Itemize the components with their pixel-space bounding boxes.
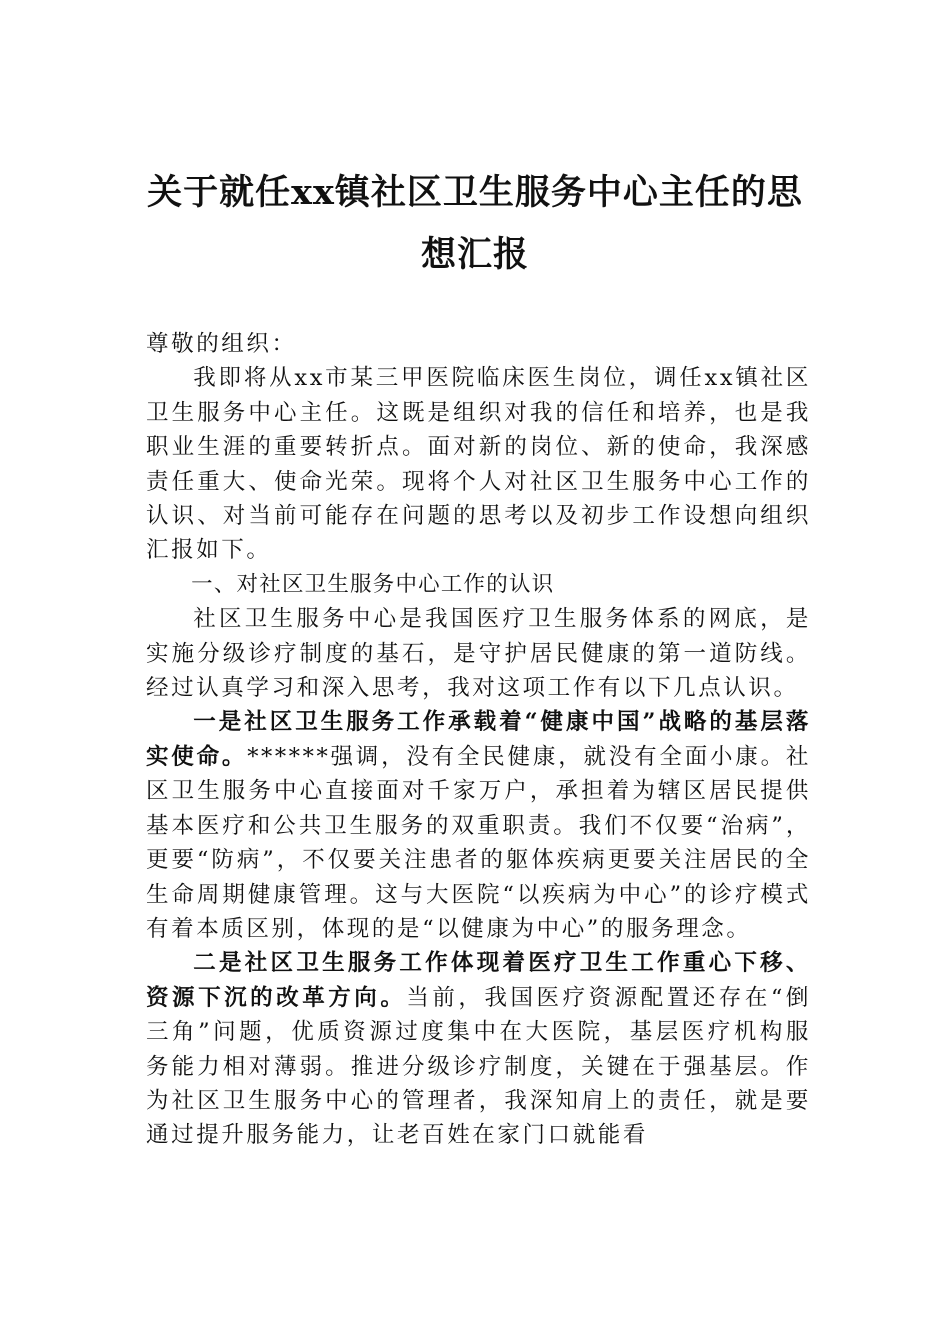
point-1-body: ******强调，没有全民健康，就没有全面小康。社区卫生服务中心直接面对千家万户，承担着为辖区居民提供基本医疗和公共卫生服务的双重职责。我们不仅要“治病”，更要“防病”，不仅要关注患者的躯体疾病更要关注居民的全生命周期健康管理。这与大医院“以疾病为中心”的诊疗模式有着本质区别，体现的是“以健康为中心”的服务理念。 <box>146 743 811 942</box>
document-title <box>140 162 810 286</box>
point-2-paragraph <box>146 946 811 1152</box>
point-1-lead: 一是社区卫生服务工作承载着“健康中国”战略的基层落实使命。 <box>146 709 811 770</box>
salutation: 尊敬的组织： <box>146 331 297 357</box>
point-2-body: 当前，我国医疗资源配置还存在“倒三角”问题，优质资源过度集中在大医院，基层医疗机构服务能力相对薄弱。推进分级诊疗制度，关键在于强基层。作为社区卫生服务中心的管理者，我深知肩上的责任，就是要通过提升服务能力，让老百姓在家门口就能看 <box>146 984 811 1149</box>
intro-paragraph: 我即将从xx市某三甲医院临床医生岗位，调任xx镇社区卫生服务中心主任。这既是组织对我的信任和培养，也是我职业生涯的重要转折点。面对新的岗位、新的使命，我深感责任重大、使命光荣。现将个人对社区卫生服务中心工作的认识、对当前可能存在问题的思考以及初步工作设想向组织汇报如下。 <box>146 365 811 564</box>
title-line-1: 关于就任xx镇社区卫生服务中心主任的思 <box>147 172 803 213</box>
section-1-heading: 一、对社区卫生服务中心工作的认识 <box>191 571 555 597</box>
title-line-2: 想汇报 <box>420 234 529 275</box>
point-1-paragraph <box>146 705 811 946</box>
section-1-intro-paragraph: 社区卫生服务中心是我国医疗卫生服务体系的网底，是实施分级诊疗制度的基石，是守护居民健康的第一道防线。经过认真学习和深入思考，我对这项工作有以下几点认识。 <box>146 606 811 702</box>
document-body <box>146 327 811 1153</box>
point-2-lead: 二是社区卫生服务工作体现着医疗卫生工作重心下移、资源下沉的改革方向。 <box>146 950 811 1011</box>
